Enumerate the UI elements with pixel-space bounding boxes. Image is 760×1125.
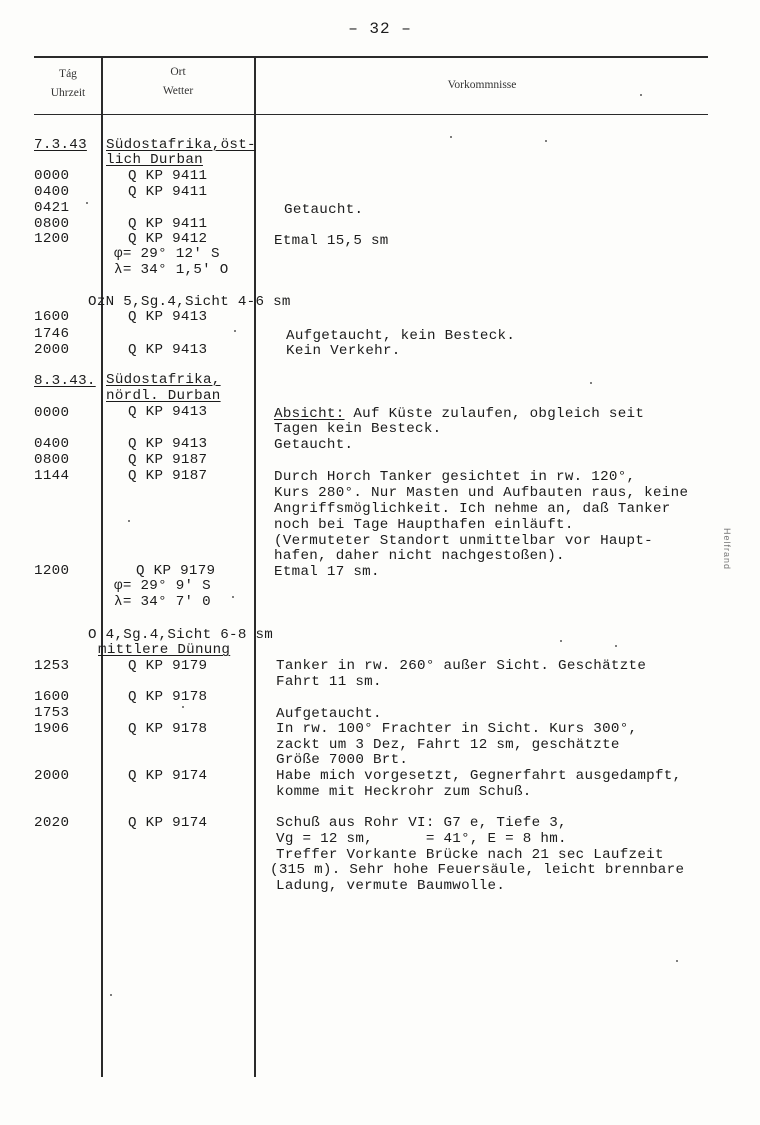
log-position: Q KP 9411 — [128, 184, 208, 200]
log-event: Kein Verkehr. — [286, 343, 401, 359]
header-col-events — [256, 76, 708, 95]
header-col-place — [104, 63, 252, 101]
log-event-line: Angriffsmöglichkeit. Ich nehme an, daß Tanker — [274, 501, 671, 517]
column-rule-1 — [101, 57, 103, 1077]
log-time: 1144 — [34, 468, 70, 484]
day1-place-line1: Südostafrika,öst- — [106, 137, 256, 153]
day2-date: 8.3.43. — [34, 373, 96, 389]
intent-label: Absicht: — [274, 406, 345, 422]
log-position: Q KP 9411 — [128, 168, 208, 184]
log-time: 0421 — [34, 200, 70, 216]
log-event-line: hafen, daher nicht nachgestoßen). — [274, 548, 565, 564]
weather-line: OzN 5,Sg.4,Sicht 4-6 sm — [88, 294, 291, 310]
log-event-line: zackt um 3 Dez, Fahrt 12 sm, geschätzte — [276, 737, 620, 753]
log-time: 0000 — [34, 168, 70, 184]
latitude: φ= 29° 12' S — [114, 246, 220, 262]
log-time: 2000 — [34, 768, 70, 784]
header-weather-label: Wetter — [162, 85, 194, 97]
scan-speck — [110, 994, 112, 996]
log-time: 1753 — [34, 705, 70, 721]
header-bottom-rule — [34, 114, 708, 115]
log-time: 1906 — [34, 721, 70, 737]
log-position: Q KP 9411 — [128, 216, 208, 232]
log-time: 2000 — [34, 342, 70, 358]
scan-speck — [182, 706, 184, 708]
log-event-line: Größe 7000 Brt. — [276, 752, 409, 768]
log-position: Q KP 9178 — [128, 721, 208, 737]
scan-speck — [676, 960, 678, 962]
log-position: Q KP 9178 — [128, 689, 208, 705]
log-time: 0800 — [34, 216, 70, 232]
day1-place-line2: lich Durban — [106, 152, 203, 168]
log-event-line: In rw. 100° Frachter in Sicht. Kurs 300°, — [276, 721, 638, 737]
log-event: Etmal 17 sm. — [274, 564, 380, 580]
log-position: Q KP 9174 — [128, 768, 208, 784]
day1-date: 7.3.43 — [34, 137, 87, 153]
longitude: λ= 34° 7' 0 — [114, 594, 211, 610]
scan-speck — [560, 640, 562, 642]
log-event-line: komme mit Heckrohr zum Schuß. — [276, 784, 532, 800]
log-position: Q KP 9412 — [128, 231, 208, 247]
scan-speck — [590, 382, 592, 384]
log-event-line: (Vermuteter Standort unmittelbar vor Haupt- — [274, 533, 653, 549]
weather-line: O 4,Sg.4,Sicht 6-8 sm — [88, 627, 274, 643]
log-event-line: Vg = 12 sm, = 41°, E = 8 hm. — [276, 831, 567, 847]
page-number: – 32 – — [348, 20, 412, 38]
log-event-line: noch bei Tage Haupthafen einläuft. — [274, 517, 574, 533]
log-position: Q KP 9174 — [128, 815, 208, 831]
log-time: 0800 — [34, 452, 70, 468]
log-position: Q KP 9413 — [128, 404, 208, 420]
log-event-line: Ladung, vermute Baumwolle. — [276, 878, 506, 894]
header-top-rule — [34, 56, 708, 58]
day2-place-line2: nördl. Durban — [106, 388, 221, 404]
weather-line: mittlere Dünung — [98, 642, 231, 658]
log-time: 0000 — [34, 405, 70, 421]
log-event-line — [274, 406, 644, 422]
scan-speck — [640, 94, 642, 96]
log-position: Q KP 9187 — [128, 468, 208, 484]
header-place-label: Ort — [170, 66, 186, 78]
log-event-line: Fahrt 11 sm. — [276, 674, 382, 690]
log-position: Q KP 9179 — [136, 563, 216, 579]
scan-speck — [545, 140, 547, 142]
latitude: φ= 29° 9' S — [114, 578, 211, 594]
scan-speck — [615, 645, 617, 647]
log-time: 1600 — [34, 689, 70, 705]
log-position: Q KP 9179 — [128, 658, 208, 674]
header-col-time — [36, 65, 100, 103]
log-time: 2020 — [34, 815, 70, 831]
log-time: 1200 — [34, 231, 70, 247]
scan-speck — [86, 202, 88, 204]
log-time: 1253 — [34, 658, 70, 674]
log-position: Q KP 9187 — [128, 452, 208, 468]
log-event-line: Tagen kein Besteck. — [274, 421, 442, 437]
log-time: 0400 — [34, 436, 70, 452]
log-time: 0400 — [34, 184, 70, 200]
log-event: Getaucht. — [274, 437, 354, 453]
log-event: Getaucht. — [284, 202, 364, 218]
log-position: Q KP 9413 — [128, 309, 208, 325]
scan-speck — [128, 520, 130, 522]
scan-speck — [450, 136, 452, 138]
log-event-line: Kurs 280°. Nur Masten und Aufbauten raus, keine — [274, 485, 689, 501]
scan-speck — [234, 330, 236, 332]
log-event: Etmal 15,5 sm — [274, 233, 389, 249]
log-event-line: Schuß aus Rohr VI: G7 e, Tiefe 3, — [276, 815, 567, 831]
log-position: Q KP 9413 — [128, 436, 208, 452]
margin-stamp: Helfrand — [722, 528, 732, 571]
log-event-line: Treffer Vorkante Brücke nach 21 sec Laufzeit — [276, 847, 664, 863]
intent-text: Auf Küste zulaufen, obgleich seit — [344, 406, 645, 422]
header-time-label: Uhrzeit — [50, 87, 86, 99]
header-day-label: Tág — [59, 68, 77, 80]
column-rule-2 — [254, 57, 256, 1077]
header-events-label: Vorkommnisse — [447, 79, 517, 91]
scan-speck — [232, 596, 234, 598]
log-event-line: Durch Horch Tanker gesichtet in rw. 120°, — [274, 469, 636, 485]
longitude: λ= 34° 1,5' O — [114, 262, 229, 278]
log-time: 1600 — [34, 309, 70, 325]
log-position: Q KP 9413 — [128, 342, 208, 358]
log-time: 1746 — [34, 326, 70, 342]
log-event: Aufgetaucht, kein Besteck. — [286, 328, 516, 344]
log-event: Aufgetaucht. — [276, 706, 382, 722]
log-event-line: Tanker in rw. 260° außer Sicht. Geschätzte — [276, 658, 647, 674]
log-event-line: (315 m). Sehr hohe Feuersäule, leicht brennbare — [270, 862, 685, 878]
log-time: 1200 — [34, 563, 70, 579]
log-event-line: Habe mich vorgesetzt, Gegnerfahrt ausgedampft, — [276, 768, 682, 784]
day2-place-line1: Südostafrika, — [106, 372, 221, 388]
